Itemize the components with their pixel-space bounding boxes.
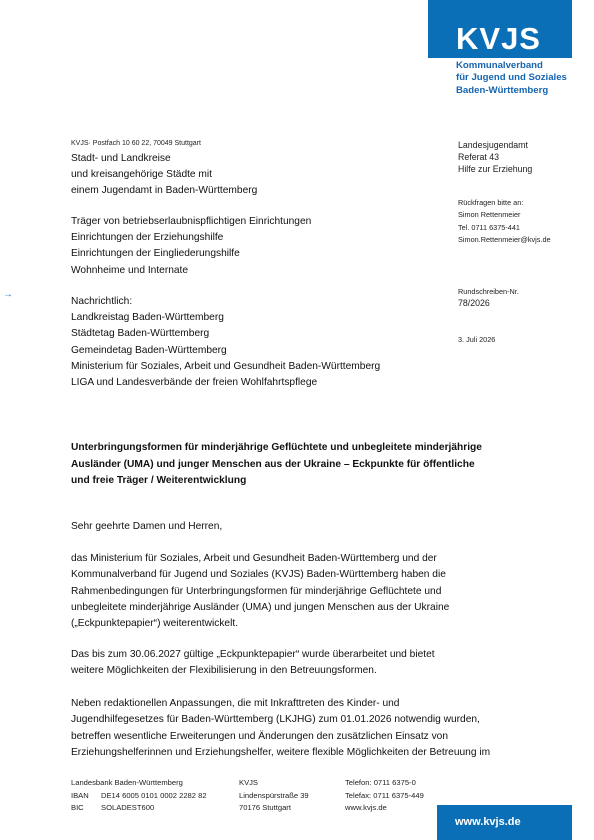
recipient-line: und kreisangehörige Städte mit (71, 169, 213, 181)
iban-value: DE14 6005 0101 0002 2282 82 (101, 790, 207, 800)
bank-name: Landesbank Baden-Württemberg (71, 778, 183, 787)
dept-line: Referat 43 (458, 152, 500, 162)
dept-line: Landesjugendamt (458, 140, 528, 150)
cc-line: Städtetag Baden-Württemberg (71, 328, 210, 340)
street: Lindenspürstraße 39 (239, 790, 309, 800)
footer-contact (345, 777, 424, 815)
body-line: Erziehungshelferinnen und Erziehungshelfer, weitere flexible Möglichkeiten der Betreuung im (71, 746, 491, 758)
body-line: betreffen wesentliche Erweiterungen und Änderungen den zusätzlichen Einsatz von (71, 730, 448, 742)
body-line: Jugendhilfegesetzes für Baden-Württemberg (LKJHG) zum 01.01.2026 notwendig wurden, (71, 714, 480, 726)
circular-label: Rundschreiben-Nr. (458, 287, 519, 296)
body-line: Neben redaktionellen Anpassungen, die mit Inkrafttreten des Kinder- und (71, 698, 400, 709)
body-line: das Ministerium für Soziales, Arbeit und Gesundheit Baden-Württemberg und der (71, 553, 437, 564)
logo-wordmark: KVJS (456, 21, 541, 56)
iban-label: IBAN (71, 790, 89, 800)
recipient-block-2 (71, 214, 311, 279)
paragraph-2 (71, 647, 541, 680)
logo-sub-line: Baden-Württemberg (456, 84, 549, 96)
logo-subtitle (456, 60, 567, 97)
contact-name: Simon Rettenmeier (458, 210, 521, 220)
footer-bank (71, 777, 207, 815)
paragraph-1 (71, 551, 541, 632)
web-badge-text: www.kvjs.de (455, 816, 521, 828)
cc-line: Gemeindetag Baden-Württemberg (71, 344, 227, 356)
org-name: KVJS (239, 778, 258, 787)
paragraph-3 (71, 696, 541, 761)
body-line: Das bis zum 30.06.2027 gültige „Eckpunktepapier“ wurde überarbeitet und bietet (71, 649, 435, 660)
body-line: weitere Möglichkeiten der Flexibilisierung in den Betreuungsformen. (71, 665, 377, 677)
logo-sub-line: Kommunalverband (456, 60, 543, 71)
cc-line: Ministerium für Soziales, Arbeit und Gesundheit Baden-Württemberg (71, 360, 381, 372)
subject-line: Unterbringungsformen für minderjährige Geflüchtete und unbegleitete minderjährige (71, 442, 482, 453)
bic-label: BIC (71, 803, 84, 812)
body-line: („Eckpunktepapier“) weiterentwickelt. (71, 618, 239, 630)
sender-line: KVJS· Postfach 10 60 22, 70049 Stuttgart (71, 140, 201, 147)
recipient-line: einem Jugendamt in Baden-Württemberg (71, 185, 258, 197)
contact-email: Simon.Rettenmeier@kvjs.de (458, 234, 551, 244)
subject-heading (71, 440, 541, 490)
bic-row (71, 802, 207, 815)
recipient-block (71, 151, 257, 200)
letter-date: 3. Juli 2026 (458, 335, 496, 344)
footer-phone: Telefon: 0711 6375-0 (345, 778, 416, 787)
logo-sub-line: für Jugend und Soziales (456, 72, 567, 84)
bic-value: SOLADEST600 (101, 803, 155, 812)
cc-line: Nachrichtlich: (71, 296, 133, 307)
cc-line: LIGA und Landesverbände der freien Wohlfahrtspflege (71, 377, 318, 389)
recipient-line: Wohnheime und Internate (71, 264, 189, 276)
city: 70176 Stuttgart (239, 803, 291, 812)
circular-number: 78/2026 (458, 298, 490, 308)
dept-line: Hilfe zur Erziehung (458, 164, 533, 174)
arrow-icon: → (3, 289, 13, 300)
body-line: Rahmenbedingungen für Unterbringungsformen für minderjährige Geflüchtete und (71, 585, 442, 597)
recipient-line: Stadt- und Landkreise (71, 153, 171, 164)
footer-address (239, 777, 309, 815)
footer-web: www.kvjs.de (345, 803, 387, 812)
subject-line: Ausländer (UMA) und junger Menschen aus der Ukraine – Eckpunkte für öffentliche (71, 458, 475, 470)
cc-block (71, 294, 380, 391)
contact-phone: Tel. 0711 6375-441 (458, 222, 520, 232)
body-line: Kommunalverband für Jugend und Soziales (KVJS) Baden-Württemberg haben die (71, 569, 446, 581)
department-block (458, 139, 532, 175)
recipient-line: Träger von betriebserlaubnispflichtigen Einrichtungen (71, 216, 312, 227)
contact-block (458, 197, 551, 246)
cc-line: Landkreistag Baden-Württemberg (71, 312, 224, 324)
subject-line: und freie Träger / Weiterentwicklung (71, 475, 247, 486)
recipient-line: Einrichtungen der Eingliederungshilfe (71, 248, 240, 260)
salutation: Sehr geehrte Damen und Herren, (71, 521, 223, 532)
recipient-line: Einrichtungen der Erziehungshilfe (71, 232, 224, 244)
body-line: unbegleitete minderjährige Ausländer (UMA) und jungen Menschen aus der Ukraine (71, 601, 450, 613)
iban-row (71, 790, 207, 803)
contact-label: Rückfragen bitte an: (458, 198, 524, 207)
footer-fax: Telefax: 0711 6375-449 (345, 790, 424, 800)
